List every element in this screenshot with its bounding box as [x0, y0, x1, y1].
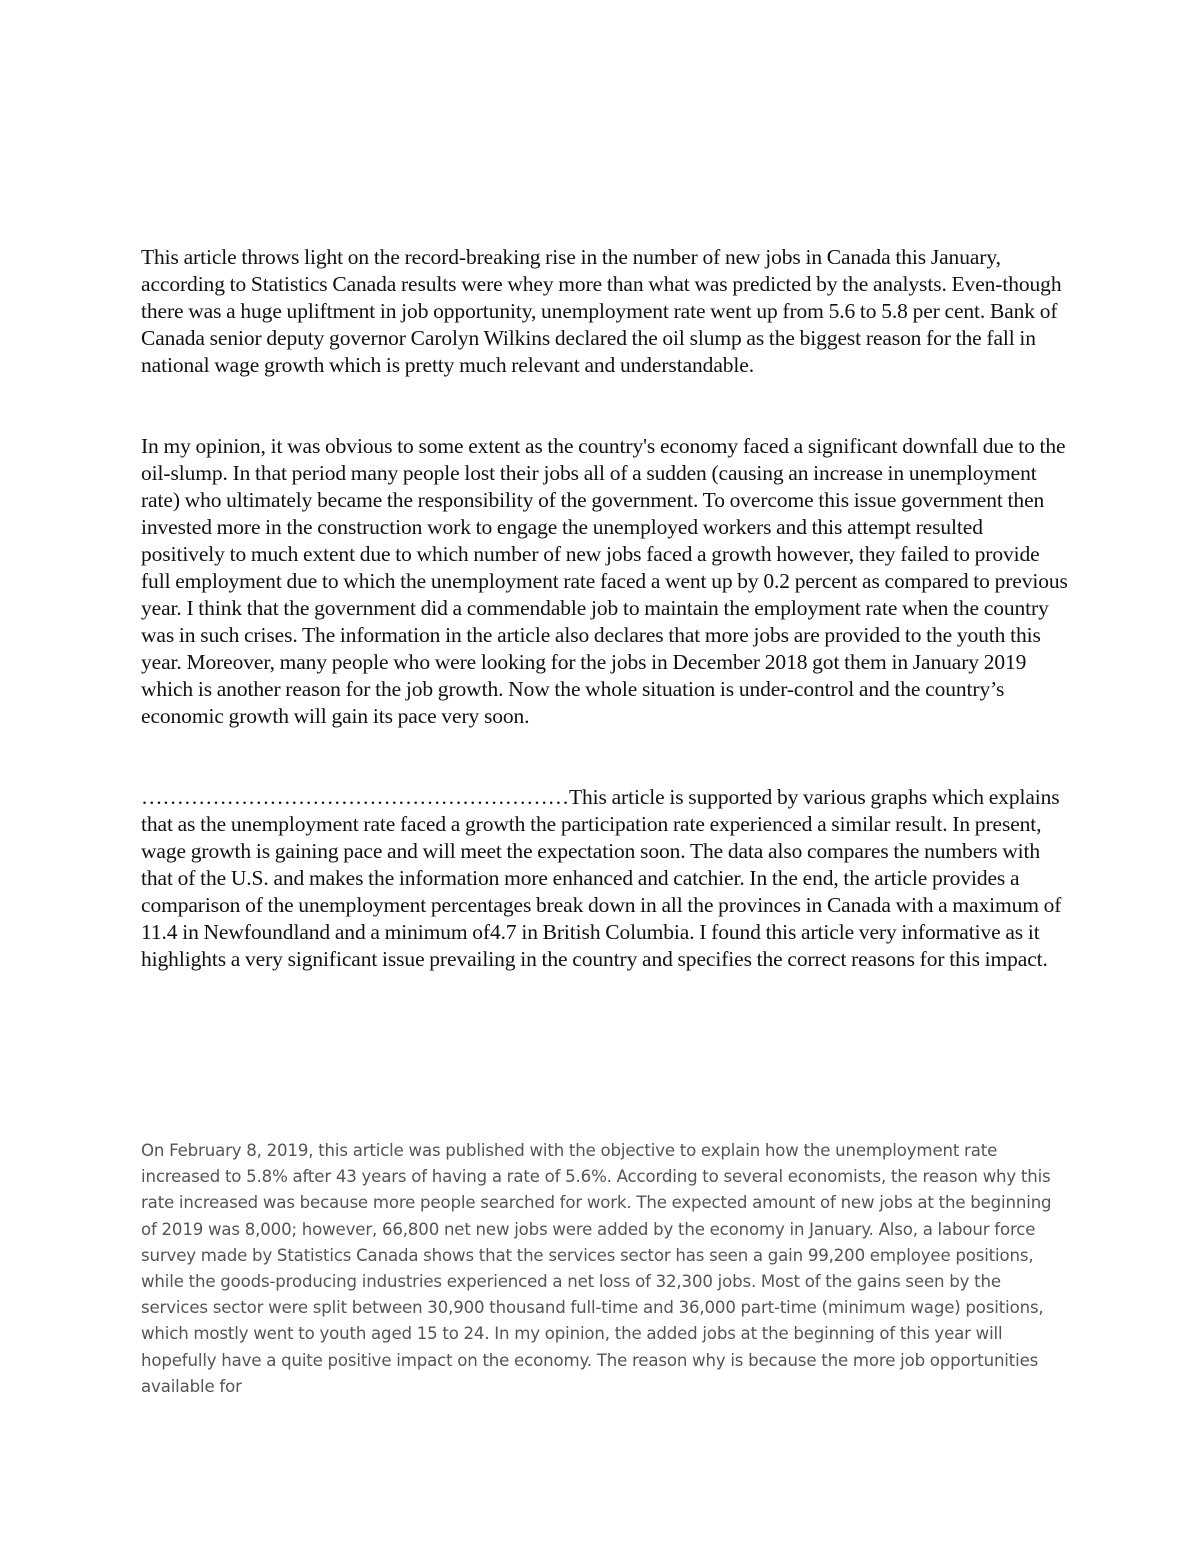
paragraph-opinion	[141, 433, 1071, 730]
paragraph-text: On February 8, 2019, this article was published with the objective to explain how the unemployment rate increased to 5.8% after 43 years of having a rate of 5.6%. According to several economists, the reason why this rate increased was because more people searched for work. The expected amount of new jobs at the beginning of 2019 was 8,000; however, 66,800 net new jobs were added by the economy in January. Also, a labour force survey made by Statistics Canada shows that the services sector has seen a gain 99,200 employee positions, while the goods-producing industries experienced a net loss of 32,300 jobs. Most of the gains seen by the services sector were split between 30,900 thousand full-time and 36,000 part-time (minimum wage) positions, which mostly went to youth aged 15 to 24. In my opinion, the added jobs at the beginning of this year will hopefully have a quite positive impact on the economy. The reason why is because the more job opportunities available for	[141, 1141, 1052, 1396]
paragraph-text: This article throws light on the record-breaking rise in the number of new jobs in Canada this January, according to Statistics Canada results were whey more than what was predicted by the analysts. Even-though there was a huge upliftment in job opportunity, unemployment rate went up from 5.6 to 5.8 per cent. Bank of Canada senior deputy governor Carolyn Wilkins declared the oil slump as the biggest reason for the fall in national wage growth which is pretty much relevant and understandable.	[141, 245, 1062, 377]
paragraph-summary	[141, 1138, 1061, 1400]
paragraph-text: In my opinion, it was obvious to some extent as the country's economy faced a significant downfall due to the oil-slump. In that period many people lost their jobs all of a sudden (causing an increase in unemployment rate) who ultimately became the responsibility of the government. To overcome this issue government then invested more in the construction work to engage the unemployed workers and this attempt resulted positively to much extent due to which number of new jobs faced a growth however, they failed to provide full employment due to which the unemployment rate faced a went up by 0.2 percent as compared to previous year. I think that the government did a commendable job to maintain the employment rate when the country was in such crises. The information in the article also declares that more jobs are provided to the youth this year. Moreover, many people who were looking for the jobs in December 2018 got them in January 2019 which is another reason for the job growth. Now the whole situation is under-control and the country’s economic growth will gain its pace very soon.	[141, 434, 1068, 728]
paragraph-graphs	[141, 784, 1071, 973]
paragraph-intro	[141, 244, 1071, 379]
paragraph-text: ……………………………………………………This article is supported by various graphs which explains that as the unemployment rate faced a growth the participation rate experienced a similar result. In present, wage growth is gaining pace and will meet the expectation soon. The data also compares the numbers with that of the U.S. and makes the information more enhanced and catchier. In the end, the article provides a comparison of the unemployment percentages break down in all the provinces in Canada with a maximum of 11.4 in Newfoundland and a minimum of4.7 in British Columbia. I found this article very informative as it highlights a very significant issue prevailing in the country and specifies the correct reasons for this impact.	[141, 785, 1062, 971]
